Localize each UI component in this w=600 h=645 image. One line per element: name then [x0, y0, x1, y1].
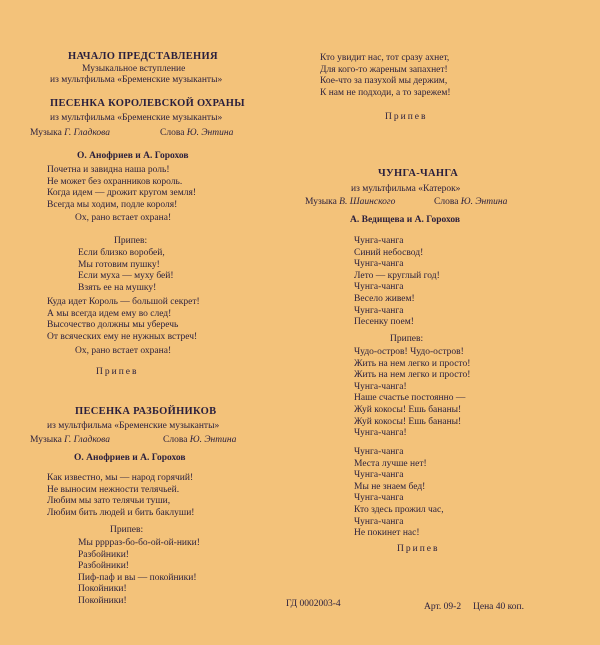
lyric-line: Жуй кокосы! Ешь бананы! — [354, 416, 462, 427]
lyric-line: Кто здесь прожил час, — [354, 504, 444, 515]
lyric-line: Покойники! — [78, 584, 127, 595]
verse — [47, 473, 194, 519]
performers: О. Анофриев и А. Горохов — [74, 453, 186, 463]
chorus — [354, 347, 470, 440]
section-subtitle: из мультфильма «Бременские музыканты» — [50, 113, 223, 123]
section-subtitle: из мультфильма «Катерок» — [351, 184, 461, 194]
lyric-line: Если муха — муху бей! — [78, 271, 174, 282]
lyric-line: Кое-что за пазухой мы держим, — [320, 76, 448, 87]
chorus — [78, 538, 200, 608]
lyric-line: Кто увидит нас, тот сразу ахнет, — [320, 53, 450, 63]
lyric-line: Для кого-то жареным запахнет! — [320, 64, 448, 75]
lyric-line: Чунга-чанга — [354, 236, 404, 246]
refrain-marker: Припев — [96, 367, 139, 377]
lyric-line: Места лучше нет! — [354, 458, 427, 469]
lyric-line: Чунга-чанга — [354, 470, 404, 481]
lyric-line: Пиф-паф и вы — покойники! — [78, 572, 197, 583]
lyric-line: Чунга-чанга — [354, 447, 404, 457]
refrain-marker: Припев — [397, 544, 440, 554]
section-title-robbers: ПЕСЕНКА РАЗБОЙНИКОВ — [75, 406, 217, 417]
lyric-line: Чунга-чанга! — [354, 381, 407, 392]
chorus-label: Припев: — [110, 525, 144, 535]
lyric-line: Чунга-чанга! — [354, 428, 407, 439]
lyric-line: Не выносим нежности телячьей. — [47, 484, 180, 495]
catalog-number: ГД 0002003-4 — [286, 599, 341, 609]
section-subtitle: Музыкальное вступление — [82, 64, 186, 74]
article-number: Арт. 09-2 — [424, 602, 462, 612]
chorus-label: Припев: — [114, 236, 148, 246]
lyric-line: Высочество должны мы уберечь — [47, 320, 179, 331]
lyric-line: Как известно, мы — народ горячий! — [47, 473, 194, 483]
verse — [354, 447, 444, 540]
lyricist-name: Ю. Энтина — [186, 128, 234, 138]
lyric-line: Мы готовим пушку! — [78, 259, 160, 270]
music-label: Музыка — [30, 435, 62, 445]
lyric-line: Покойники! — [78, 595, 127, 606]
lyric-line: Чунга-чанга — [354, 259, 404, 270]
lyricist-name: Ю. Энтина — [189, 435, 237, 445]
lyric-line: Чунга-чанга — [354, 305, 404, 316]
lyric-line: Разбойники! — [78, 561, 129, 572]
lyric-line: Мы рррраз-бо-бо-ой-ой-ники! — [78, 538, 200, 548]
credits-line — [163, 434, 236, 446]
lyric-line: Синий небосвод! — [354, 247, 424, 258]
words-label: Слова — [434, 197, 459, 207]
composer-name: В. Шаинского — [339, 197, 396, 207]
credits-line — [305, 196, 395, 208]
lyric-line: Чудо-остров! Чудо-остров! — [354, 347, 464, 357]
lyric-line: Ох, рано встает охрана! — [75, 346, 172, 356]
lyric-line: Весело живем! — [354, 293, 415, 304]
lyric-line: Любим мы зато телячьи туши, — [47, 496, 171, 507]
performers: О. Анофриев и А. Горохов — [77, 151, 189, 161]
lyric-line: Чунга-чанга — [354, 282, 404, 293]
verse — [47, 165, 196, 211]
section-title-chunga-changa: ЧУНГА-ЧАНГА — [378, 168, 459, 179]
refrain-marker: Припев — [385, 112, 428, 122]
section-title-royal-guard: ПЕСЕНКА КОРОЛЕВСКОЙ ОХРАНЫ — [50, 98, 245, 109]
lyric-line: Ох, рано встает охрана! — [75, 213, 172, 223]
music-label: Музыка — [30, 128, 62, 138]
lyric-line: Наше счастье постоянно — — [354, 393, 466, 404]
credits-line — [434, 196, 507, 208]
lyric-line: Жить на нем легко и просто! — [354, 370, 471, 381]
credits-line — [30, 434, 110, 446]
lyric-line: Мы не знаем бед! — [354, 481, 426, 492]
price-label: Цена 40 коп. — [473, 602, 524, 612]
verse — [47, 297, 200, 343]
lyric-line: Лето — круглый год! — [354, 270, 440, 281]
lyric-line: Когда идем — дрожит кругом земля! — [47, 188, 196, 199]
verse — [320, 53, 451, 99]
credits-line — [30, 127, 110, 139]
words-label: Слова — [160, 128, 185, 138]
lyric-line: Не может без охранников король. — [47, 176, 183, 187]
section-title-opening: НАЧАЛО ПРЕДСТАВЛЕНИЯ — [68, 51, 218, 62]
lyric-line: Не покинет нас! — [354, 528, 420, 539]
verse — [354, 236, 440, 329]
lyric-line: Жуй кокосы! Ешь бананы! — [354, 404, 462, 415]
lyric-line: Почетна и завидна наша роль! — [47, 165, 170, 175]
lyric-line: К нам не подходи, а то зарежем! — [320, 87, 451, 98]
chorus — [78, 248, 174, 294]
chorus-label: Припев: — [390, 334, 424, 344]
lyric-line: Жить на нем легко и просто! — [354, 358, 471, 369]
lyric-line: Песенку поем! — [354, 317, 414, 328]
words-label: Слова — [163, 435, 188, 445]
lyricist-name: Ю. Энтина — [460, 197, 508, 207]
composer-name: Г. Гладкова — [64, 435, 110, 445]
lyric-line: Если близко воробей, — [78, 248, 165, 258]
lyric-line: Чунга-чанга — [354, 493, 404, 504]
lyric-line: Взять ее на мушку! — [78, 282, 157, 293]
lyric-line: Разбойники! — [78, 549, 129, 560]
section-subtitle: из мультфильма «Бременские музыканты» — [50, 75, 223, 85]
lyric-line: Любим бить людей и бить баклуши! — [47, 507, 195, 518]
music-label: Музыка — [305, 197, 337, 207]
lyric-line: Всегда мы ходим, подле короля! — [47, 199, 178, 210]
lyric-line: Куда идет Король — большой секрет! — [47, 297, 200, 307]
credits-line — [160, 127, 233, 139]
performers: А. Ведищева и А. Горохов — [350, 215, 461, 225]
lyric-line: От всяческих ему не нужных встреч! — [47, 331, 198, 342]
composer-name: Г. Гладкова — [64, 128, 110, 138]
lyric-line: Чунга-чанга — [354, 516, 404, 527]
lyric-line: А мы всегда идем ему во след! — [47, 308, 172, 319]
section-subtitle: из мультфильма «Бременские музыканты» — [47, 421, 220, 431]
